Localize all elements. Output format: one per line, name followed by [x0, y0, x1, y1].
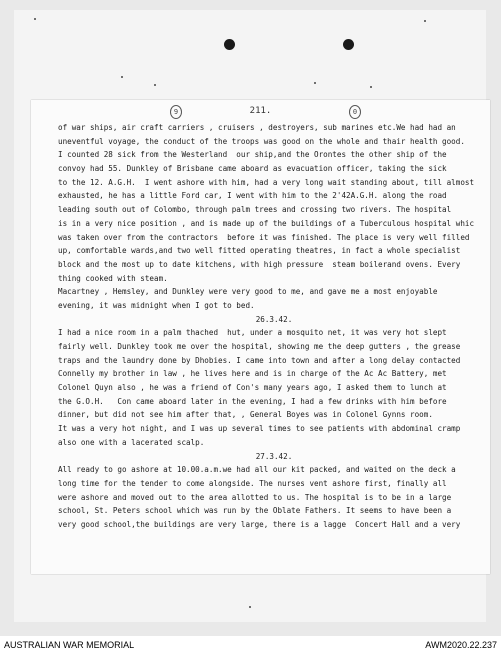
text-line: the G.O.H. Con came aboard later in the evening, I had a few drinks with him before [58, 396, 447, 406]
punch-hole-right [343, 39, 354, 50]
text-line: up, comfortable wards,and two well fitted operating theatres, in fact a whole specialist [58, 246, 461, 256]
typed-page [31, 100, 490, 574]
text-line: block and the most up to date kitchens, with high pressure steam boilerand ovens. Every [58, 259, 461, 269]
text-line: leading south out of Colombo, through palm trees and crossing two rivers. The hospital [58, 205, 452, 215]
text-line: Connelly my brother in law , he lives here and is in charge of the Ac Ac Battery, met [58, 369, 447, 379]
speck [34, 18, 36, 20]
date-heading: 27.3.42. [255, 451, 293, 461]
text-line: of war ships, air craft carriers , cruisers , destroyers, sub marines etc.We had had an [58, 123, 456, 132]
text-line: convoy had 55. Dunkley of Brisbane came aboard as evacuation officer, taking the sick [58, 164, 447, 174]
text-line: I had a nice room in a palm thached hut, under a mosquito net, it was very hot slept [58, 328, 447, 338]
circled-mark-right: 0 [349, 105, 361, 119]
text-line: traps and the laundry done by Dhobies. I came into town and after a long delay contacted [58, 355, 461, 365]
circled-mark-left: 9 [170, 105, 182, 119]
text-line: was taken over from the contractors before it was finished. The place is very well filled [58, 232, 470, 242]
text-line: uneventful voyage, the conduct of the troops was good on the whole and thair health good. [58, 136, 465, 146]
text-line: Macartney , Hemsley, and Dunkley were very good to me, and gave me a most enjoyable [58, 287, 438, 297]
text-line: All ready to go ashore at 10.00.a.m.we had all our kit packed, and waited on the deck a [58, 465, 456, 475]
text-line: is in a very nice position , and is made up of the buildings of a Tuberculous hospital whic [58, 218, 475, 228]
punch-hole-left [224, 39, 235, 50]
text-line: school, St. Peters school which was run by the Oblate Fathers. It seems to have been a [58, 506, 452, 516]
page-number: 211. [249, 106, 272, 116]
footer [0, 638, 501, 653]
typed-text [58, 121, 490, 532]
text-line: dinner, but did not see him after that, , General Boyes was in Colonel Gynns room. [58, 410, 433, 420]
speck [249, 606, 251, 608]
speck [154, 84, 156, 86]
text-line: long time for the tender to come alongside. The nurses vent ashore first, finally all [58, 478, 447, 488]
text-line: It was a very hot night, and I was up several times to see patients with abdominal cramp [58, 424, 461, 434]
footer-reference: AWM2020.22.237 [425, 640, 497, 650]
footer-source: AUSTRALIAN WAR MEMORIAL [4, 640, 135, 650]
text-line: also one with a lacerated scalp. [58, 437, 205, 447]
date-heading: 26.3.42. [255, 314, 293, 324]
speck [424, 20, 426, 22]
text-line: fairly well. Dunkley took me over the hospital, showing me the deep gutters , the grease [58, 342, 461, 351]
text-line: evening, it was midnight when I got to bed. [58, 300, 255, 310]
text-line: Colonel Quyn also , he was a friend of Con's many years ago, I asked them to lunch at [58, 383, 447, 393]
text-line: very good school,the buildings are very large, there is a lagge Concert Hall and a very [58, 519, 461, 529]
text-line: exhausted, he has a little Ford car, I went with him to the 2'42A.G.H. along the road [58, 191, 447, 201]
text-line: I counted 28 sick from the Westerland our ship,and the Orontes the other ship of the [58, 150, 447, 160]
text-line: were ashore and moved out to the area allotted to us. The hospital is to be in a large [58, 492, 452, 502]
speck [314, 82, 316, 84]
speck [370, 86, 372, 88]
text-line: to the 12. A.G.H. I went ashore with him, had a very long wait standing about, till almost [58, 177, 475, 187]
text-line: thing cooked with steam. [58, 273, 168, 283]
speck [121, 76, 123, 78]
